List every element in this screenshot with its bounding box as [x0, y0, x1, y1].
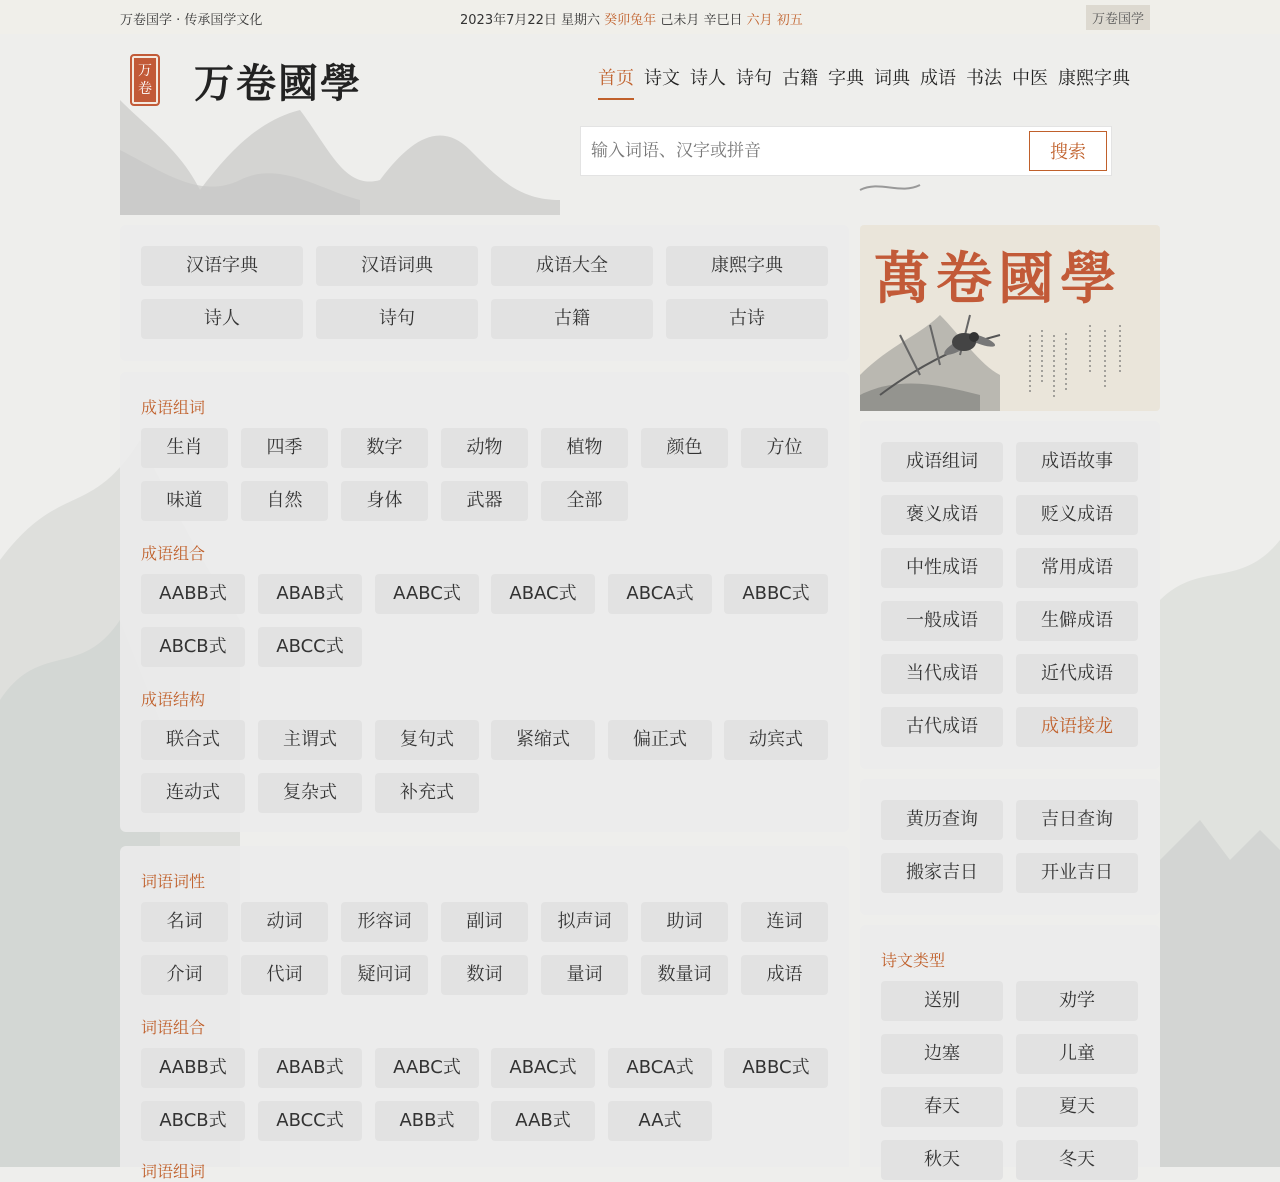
word-pattern-tag[interactable]: ABBC式 [724, 1048, 828, 1088]
word-pattern-tag[interactable]: AA式 [608, 1101, 712, 1141]
idiom-pattern-tag[interactable]: ABBC式 [724, 574, 828, 614]
idiom-structure-tag[interactable]: 紧缩式 [491, 720, 595, 760]
word-pattern-tag[interactable]: ABAC式 [491, 1048, 595, 1088]
word-pattern-tag[interactable]: ABCC式 [258, 1101, 362, 1141]
idiom-pattern-tag[interactable]: ABCA式 [608, 574, 712, 614]
idiom-pattern-tag[interactable]: ABAB式 [258, 574, 362, 614]
main-nav [588, 62, 1130, 100]
idiom-tag[interactable]: 自然 [241, 481, 328, 521]
quick-link-ancient-poems[interactable]: 古诗 [666, 299, 828, 339]
idiom-type-link[interactable]: 褒义成语 [881, 495, 1003, 535]
section-title: 词语组词 [141, 1162, 206, 1181]
word-pattern-tag[interactable]: AABB式 [141, 1048, 245, 1088]
word-pos-tag[interactable]: 疑问词 [341, 955, 428, 995]
word-pos-tag[interactable]: 名词 [141, 902, 228, 942]
nav-word-dictionary[interactable]: 词典 [874, 68, 910, 89]
idiom-structure-tag[interactable]: 动宾式 [724, 720, 828, 760]
idiom-structure-tag[interactable]: 复句式 [375, 720, 479, 760]
site-slogan: 万卷国学 · 传承国学文化 [120, 13, 263, 28]
idiom-structure-tag[interactable]: 联合式 [141, 720, 245, 760]
idiom-pattern-tag[interactable]: ABCB式 [141, 627, 245, 667]
poem-type-link[interactable]: 边塞 [881, 1034, 1003, 1074]
idiom-pattern-tag[interactable]: AABB式 [141, 574, 245, 614]
quick-link-poets[interactable]: 诗人 [141, 299, 303, 339]
idiom-tag[interactable]: 四季 [241, 428, 328, 468]
idiom-type-link[interactable]: 一般成语 [881, 601, 1003, 641]
word-pos-tag[interactable]: 动词 [241, 902, 328, 942]
word-pattern-tag[interactable]: AABC式 [375, 1048, 479, 1088]
word-categories-panel [120, 846, 849, 1181]
quick-link-word-dict[interactable]: 汉语词典 [316, 246, 478, 286]
idiom-structure-tag[interactable]: 连动式 [141, 773, 245, 813]
idiom-tag[interactable]: 生肖 [141, 428, 228, 468]
idiom-tag[interactable]: 全部 [541, 481, 628, 521]
nav-classics[interactable]: 古籍 [782, 68, 818, 89]
date-display [460, 9, 803, 28]
logo-seal[interactable]: 万卷 [130, 54, 160, 106]
quick-link-idioms[interactable]: 成语大全 [491, 246, 653, 286]
nav-verses[interactable]: 诗句 [736, 68, 772, 89]
idiom-tag[interactable]: 数字 [341, 428, 428, 468]
poem-type-link[interactable]: 冬天 [1016, 1140, 1138, 1180]
idiom-type-link[interactable]: 成语故事 [1016, 442, 1138, 482]
poem-type-link[interactable]: 儿童 [1016, 1034, 1138, 1074]
nav-poets[interactable]: 诗人 [690, 68, 726, 89]
banner-title: 萬卷國學 [874, 246, 1122, 312]
word-pattern-tag[interactable]: ABCA式 [608, 1048, 712, 1088]
logo-title[interactable]: 万卷國學 [194, 60, 362, 107]
idiom-categories-panel [120, 372, 849, 832]
idiom-type-link[interactable]: 古代成语 [881, 707, 1003, 747]
idiom-chain-link[interactable]: 成语接龙 [1016, 707, 1138, 747]
month-day-ganzhi: 己未月 辛巳日 [656, 13, 747, 28]
lunar-date: 六月 初五 [746, 13, 803, 28]
nav-idioms[interactable]: 成语 [920, 68, 956, 89]
idiom-type-link[interactable]: 常用成语 [1016, 548, 1138, 588]
top-info-bar [0, 0, 1280, 34]
word-pos-tag[interactable]: 拟声词 [541, 902, 628, 942]
almanac-link[interactable]: 搬家吉日 [881, 853, 1003, 893]
idiom-tag[interactable]: 植物 [541, 428, 628, 468]
search-button[interactable]: 搜索 [1029, 131, 1107, 171]
idiom-type-link[interactable]: 近代成语 [1016, 654, 1138, 694]
almanac-panel [860, 779, 1160, 915]
solar-date: 2023年7月22日 星期六 [460, 13, 605, 28]
word-pattern-tag[interactable]: ABAB式 [258, 1048, 362, 1088]
idiom-structure-tag[interactable]: 主谓式 [258, 720, 362, 760]
word-pos-tag[interactable]: 量词 [541, 955, 628, 995]
word-pos-tag[interactable]: 助词 [641, 902, 728, 942]
poem-type-link[interactable]: 夏天 [1016, 1087, 1138, 1127]
nav-tcm[interactable]: 中医 [1012, 68, 1048, 89]
almanac-link[interactable]: 黄历查询 [881, 800, 1003, 840]
section-title: 诗文类型 [881, 951, 946, 970]
site-header [120, 34, 1160, 215]
quick-link-classics[interactable]: 古籍 [491, 299, 653, 339]
idiom-tag[interactable]: 武器 [441, 481, 528, 521]
idiom-structure-tag[interactable]: 补充式 [375, 773, 479, 813]
word-pos-tag[interactable]: 成语 [741, 955, 828, 995]
nav-calligraphy[interactable]: 书法 [966, 68, 1002, 89]
word-pos-tag[interactable]: 副词 [441, 902, 528, 942]
section-title: 成语组词 [141, 398, 206, 417]
word-pos-tag[interactable]: 连词 [741, 902, 828, 942]
poem-type-link[interactable]: 秋天 [881, 1140, 1003, 1180]
idiom-type-link[interactable]: 当代成语 [881, 654, 1003, 694]
poem-type-link[interactable]: 劝学 [1016, 981, 1138, 1021]
section-title: 词语词性 [141, 872, 206, 891]
idiom-types-panel [860, 421, 1160, 769]
idiom-structure-tag[interactable]: 偏正式 [608, 720, 712, 760]
section-title: 成语组合 [141, 544, 206, 563]
quick-link-hanzi-dict[interactable]: 汉语字典 [141, 246, 303, 286]
idiom-type-link[interactable]: 成语组词 [881, 442, 1003, 482]
word-pattern-tag[interactable]: ABB式 [375, 1101, 479, 1141]
word-pos-tag[interactable]: 数词 [441, 955, 528, 995]
idiom-tag[interactable]: 身体 [341, 481, 428, 521]
quick-link-kangxi[interactable]: 康熙字典 [666, 246, 828, 286]
idiom-tag[interactable]: 方位 [741, 428, 828, 468]
quick-links-panel [120, 225, 849, 361]
word-pos-tag[interactable]: 数量词 [641, 955, 728, 995]
word-pattern-tag[interactable]: ABCB式 [141, 1101, 245, 1141]
word-pos-tag[interactable]: 代词 [241, 955, 328, 995]
nav-home[interactable]: 首页 [598, 62, 634, 100]
section-title: 词语组合 [141, 1018, 206, 1037]
almanac-link[interactable]: 开业吉日 [1016, 853, 1138, 893]
idiom-type-link[interactable]: 生僻成语 [1016, 601, 1138, 641]
search-form [580, 126, 1112, 176]
nav-dictionary[interactable]: 字典 [828, 68, 864, 89]
idiom-tag[interactable]: 颜色 [641, 428, 728, 468]
idiom-structure-tag[interactable]: 复杂式 [258, 773, 362, 813]
idiom-type-link[interactable]: 中性成语 [881, 548, 1003, 588]
search-input[interactable] [581, 127, 1031, 175]
quick-link-verses[interactable]: 诗句 [316, 299, 478, 339]
nav-poems[interactable]: 诗文 [644, 68, 680, 89]
nav-kangxi[interactable]: 康熙字典 [1058, 68, 1130, 89]
section-title: 成语结构 [141, 690, 206, 709]
idiom-tag[interactable]: 味道 [141, 481, 228, 521]
idiom-pattern-tag[interactable]: ABCC式 [258, 627, 362, 667]
poem-types-panel [860, 925, 1160, 1170]
word-pos-tag[interactable]: 形容词 [341, 902, 428, 942]
site-home-link[interactable]: 万卷国学 [1086, 5, 1150, 30]
idiom-tag[interactable]: 动物 [441, 428, 528, 468]
idiom-type-link[interactable]: 贬义成语 [1016, 495, 1138, 535]
idiom-pattern-tag[interactable]: ABAC式 [491, 574, 595, 614]
year-ganzhi: 癸卯兔年 [604, 13, 657, 28]
poem-type-link[interactable]: 春天 [881, 1087, 1003, 1127]
idiom-pattern-tag[interactable]: AABC式 [375, 574, 479, 614]
almanac-link[interactable]: 吉日查询 [1016, 800, 1138, 840]
word-pos-tag[interactable]: 介词 [141, 955, 228, 995]
site-banner[interactable] [860, 225, 1160, 411]
word-pattern-tag[interactable]: AAB式 [491, 1101, 595, 1141]
poem-type-link[interactable]: 送别 [881, 981, 1003, 1021]
